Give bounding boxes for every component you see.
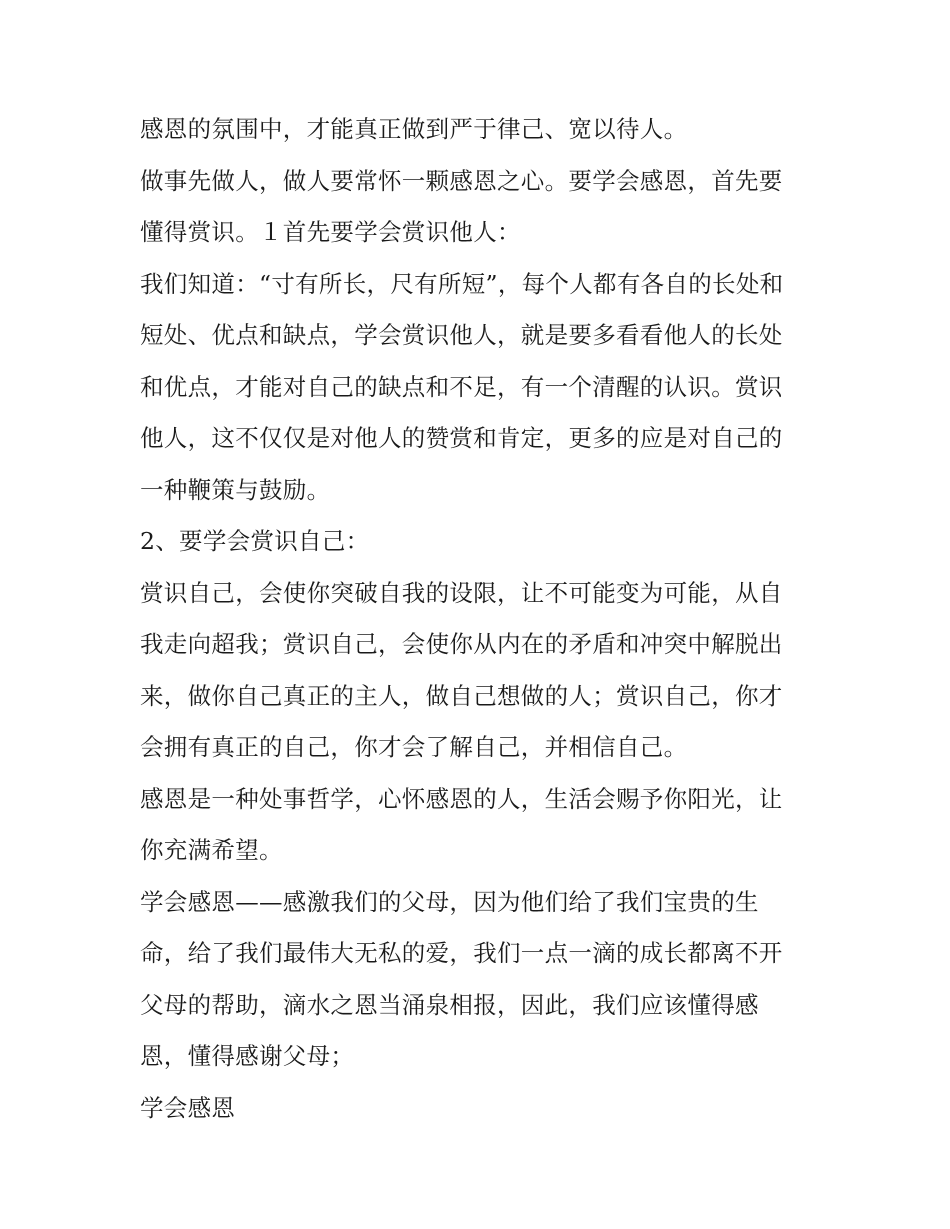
text-line: 做事先做人，做人要常怀一颗感恩之心。要学会感恩，首先要 <box>140 166 783 195</box>
text-line: 感恩的氛围中，才能真正做到严于律己、宽以待人。 <box>140 115 688 143</box>
text-line: 赏识自己，会使你突破自我的设限，让不可能变为可能，从自 <box>140 578 783 607</box>
text-line: 感恩是一种处事哲学，心怀感恩的人，生活会赐予你阳光，让 <box>140 784 783 813</box>
text-line: 他人，这不仅仅是对他人的赞赏和肯定，更多的应是对自己的 <box>140 424 783 452</box>
text-line: 我们知道：“寸有所长，尺有所短”，每个人都有各自的长处和 <box>140 269 784 298</box>
text-line: 来，做你自己真正的主人，做自己想做的人；赏识自己，你才 <box>140 681 783 710</box>
text-line: 2、要学会赏识自己： <box>140 527 370 555</box>
text-line: 我走向超我；赏识自己，会使你从内在的矛盾和冲突中解脱出 <box>140 630 783 658</box>
text-line: 和优点，才能对自己的缺点和不足，有一个清醒的认识。赏识 <box>140 372 783 401</box>
text-line: 会拥有真正的自己，你才会了解自己，并相信自己。 <box>140 733 688 761</box>
text-line: 命，给了我们最伟大无私的爱，我们一点一滴的成长都离不开 <box>140 939 783 967</box>
text-line: 父母的帮助，滴水之恩当涌泉相报，因此，我们应该懂得感 <box>140 990 759 1019</box>
text-line: 学会感恩——感激我们的父母，因为他们给了我们宝贵的生 <box>140 887 759 916</box>
text-line: 你充满希望。 <box>140 836 283 864</box>
text-line: 恩，懂得感谢父母； <box>140 1042 355 1070</box>
document-body <box>140 104 815 1134</box>
text-line: 一种鞭策与鼓励。 <box>140 475 331 504</box>
text-line: 懂得赏识。１首先要学会赏识他人： <box>140 218 521 246</box>
text-line: 短处、优点和缺点，学会赏识他人，就是要多看看他人的长处 <box>140 321 783 349</box>
text-line: 学会感恩 <box>140 1093 236 1122</box>
